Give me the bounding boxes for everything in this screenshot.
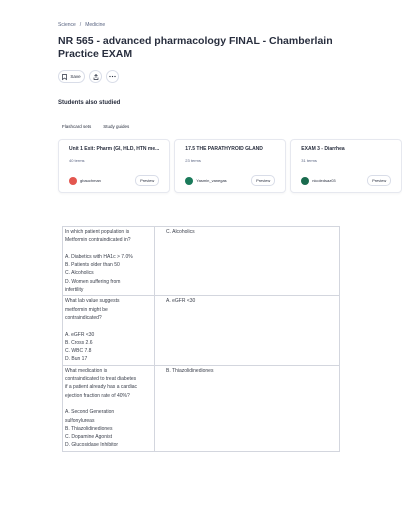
- card-author-name: Yasmin_vanegas: [196, 178, 227, 183]
- card-title: EXAM 3 - Diarrhea: [301, 146, 345, 152]
- save-label: Save: [70, 74, 81, 79]
- study-set-card[interactable]: [58, 139, 170, 193]
- also-studied-tabs: [58, 121, 133, 132]
- preview-button[interactable]: Preview: [135, 175, 159, 186]
- answer-cell: B. Thiazolidinediones: [155, 365, 340, 451]
- avatar: [301, 177, 309, 185]
- card-author-name: gbauchman: [80, 178, 101, 183]
- card-title: 17.5 THE PARATHYROID GLAND: [185, 146, 263, 152]
- also-studied-heading: Students also studied: [58, 100, 121, 106]
- table-row: [63, 296, 340, 365]
- tab-study-guides[interactable]: Study guides: [103, 124, 130, 129]
- avatar: [69, 177, 77, 185]
- breadcrumb: [58, 22, 105, 28]
- breadcrumb-separator: /: [79, 22, 82, 28]
- qa-table: [62, 226, 340, 452]
- card-author[interactable]: [301, 177, 335, 185]
- card-author[interactable]: [185, 177, 226, 185]
- answer-cell: C. Alcoholics: [155, 227, 340, 296]
- table-row: [63, 227, 340, 296]
- preview-button[interactable]: Preview: [251, 175, 275, 186]
- table-row: [63, 365, 340, 451]
- study-set-card[interactable]: [290, 139, 402, 193]
- more-icon: [109, 75, 116, 78]
- share-icon: [93, 74, 99, 80]
- study-set-card[interactable]: [174, 139, 286, 193]
- card-terms: 23 terms: [185, 158, 201, 163]
- question-cell: In which patient population is Metformin contraindicated in? A. Diabetics with HA1c > 7.0% B. Patients older than 50 C. Alcoholics D. Women suffering from infertility: [63, 227, 155, 296]
- save-icon: [62, 74, 67, 80]
- question-cell: What lab value suggests metformin might be contraindicated? A. eGFR <30 B. Cross 2.6 C. WBC 7.8 D. Bun 17: [63, 296, 155, 365]
- tab-flashcard-sets[interactable]: Flashcard sets: [58, 121, 95, 132]
- save-button[interactable]: [58, 70, 85, 83]
- also-studied-carousel: [58, 139, 387, 195]
- page-title: NR 565 - advanced pharmacology FINAL - Chamberlain Practice EXAM: [58, 35, 333, 60]
- avatar: [185, 177, 193, 185]
- card-terms: 31 terms: [301, 158, 317, 163]
- share-button[interactable]: [89, 70, 102, 83]
- breadcrumb-item-medicine[interactable]: Medicine: [85, 22, 106, 28]
- more-options-button[interactable]: [106, 70, 119, 83]
- action-bar: [58, 70, 119, 83]
- question-cell: What medication is contraindicated to treat diabetes if a patient already has a cardiac ejection fraction rate of 40%? A. Second Generation sulfonylureas B. Thiazolidinediones C. Dopamine Agonist D. Glucosidase Inhibitor: [63, 365, 155, 451]
- card-author-name: nicoledsaz03: [312, 178, 336, 183]
- card-title: Unit 1 Exit: Pharm (GI, HLD, HTN me...: [69, 146, 160, 152]
- preview-button[interactable]: Preview: [367, 175, 391, 186]
- card-author[interactable]: [69, 177, 101, 185]
- breadcrumb-item-science[interactable]: Science: [58, 22, 76, 28]
- card-terms: 40 terms: [69, 158, 85, 163]
- answer-cell: A. eGFR <30: [155, 296, 340, 365]
